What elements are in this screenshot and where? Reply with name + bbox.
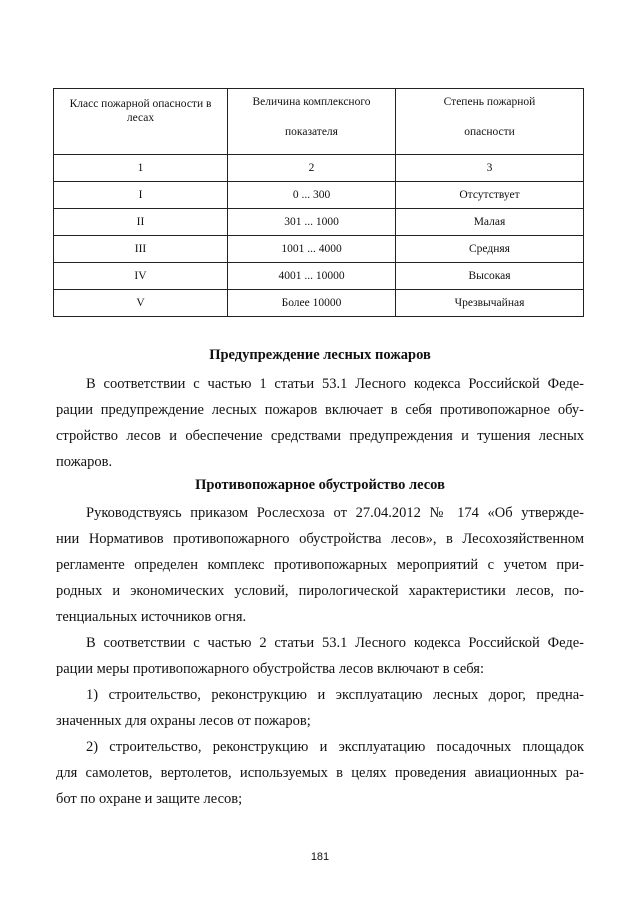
list-item-landing-sites <box>56 734 584 812</box>
index-cell: 4001 ... 10000 <box>228 263 396 290</box>
header-degree-line2: опасности <box>464 126 515 139</box>
text-line: нии Нормативов противопожарного обустройства лесов», в Лесохозяйственном <box>56 531 584 547</box>
header-cell-index <box>228 89 396 155</box>
text-line: рации предупреждение лесных пожаров включает в себя противопожарное обу- <box>56 402 584 418</box>
table-row <box>54 290 584 317</box>
paragraph-prevention <box>56 371 584 475</box>
text-line: В соответствии с частью 2 статьи 53.1 Лесного кодекса Российской Феде- <box>86 635 584 651</box>
table-row <box>54 182 584 209</box>
numbering-cell: 3 <box>396 155 584 182</box>
text-line: регламенте определен комплекс противопожарных мероприятий с учетом при- <box>56 557 584 573</box>
degree-cell: Отсутствует <box>396 182 584 209</box>
paragraph-rosleskhoz-order <box>56 500 584 630</box>
table-row <box>54 263 584 290</box>
section-heading-arrangement: Противопожарное обустройство лесов <box>195 477 445 493</box>
text-line: Руководствуясь приказом Рослесхоза от 27.04.2012 № 174 «Об утвержде- <box>86 505 584 521</box>
paragraph-measures-intro <box>56 630 584 682</box>
fire-danger-class-table <box>53 88 584 317</box>
degree-cell: Малая <box>396 209 584 236</box>
text-line: бот по охране и защите лесов; <box>56 791 243 807</box>
text-line: 1) строительство, реконструкцию и эксплуатацию лесных дорог, предна- <box>86 687 584 703</box>
class-cell: IV <box>54 263 228 290</box>
degree-cell: Высокая <box>396 263 584 290</box>
class-cell: I <box>54 182 228 209</box>
header-class-line2: лесах <box>126 112 155 125</box>
header-cell-class <box>54 89 228 155</box>
text-line: значенных для охраны лесов от пожаров; <box>56 713 311 729</box>
table-row <box>54 236 584 263</box>
class-cell: III <box>54 236 228 263</box>
header-index-line1: Величина комплексного <box>252 96 371 108</box>
index-cell: Более 10000 <box>228 290 396 317</box>
text-line: пожаров. <box>56 454 113 470</box>
index-cell: 1001 ... 4000 <box>228 236 396 263</box>
degree-cell: Чрезвычайная <box>396 290 584 317</box>
page-number: 181 <box>310 851 330 863</box>
degree-cell: Средняя <box>396 236 584 263</box>
text-line: В соответствии с частью 1 статьи 53.1 Лесного кодекса Российской Феде- <box>86 376 584 392</box>
table-numbering-row <box>54 155 584 182</box>
text-line: 2) строительство, реконструкцию и эксплуатацию посадочных площадок <box>86 739 584 755</box>
header-degree-line1: Степень пожарной <box>443 96 536 108</box>
class-cell: II <box>54 209 228 236</box>
header-index-line2: показателя <box>285 126 338 139</box>
header-class-line1: Класс пожарной опасности в <box>69 98 212 110</box>
section-heading-prevention: Предупреждение лесных пожаров <box>209 347 431 363</box>
numbering-cell: 1 <box>54 155 228 182</box>
index-cell: 301 ... 1000 <box>228 209 396 236</box>
header-cell-degree <box>396 89 584 155</box>
text-line: стройство лесов и обеспечение средствами предупреждения и тушения лесных <box>56 428 584 444</box>
class-cell: V <box>54 290 228 317</box>
table-row <box>54 209 584 236</box>
text-line: родных и экономических условий, пирологической характеристики лесов, по- <box>56 583 584 599</box>
numbering-cell: 2 <box>228 155 396 182</box>
text-line: рации меры противопожарного обустройства лесов включают в себя: <box>56 661 484 677</box>
table-header-row <box>54 89 584 155</box>
text-line: для самолетов, вертолетов, используемых в целях проведения авиационных ра- <box>56 765 584 781</box>
index-cell: 0 ... 300 <box>228 182 396 209</box>
list-item-forest-roads <box>56 682 584 734</box>
text-line: тенциальных источников огня. <box>56 609 247 625</box>
